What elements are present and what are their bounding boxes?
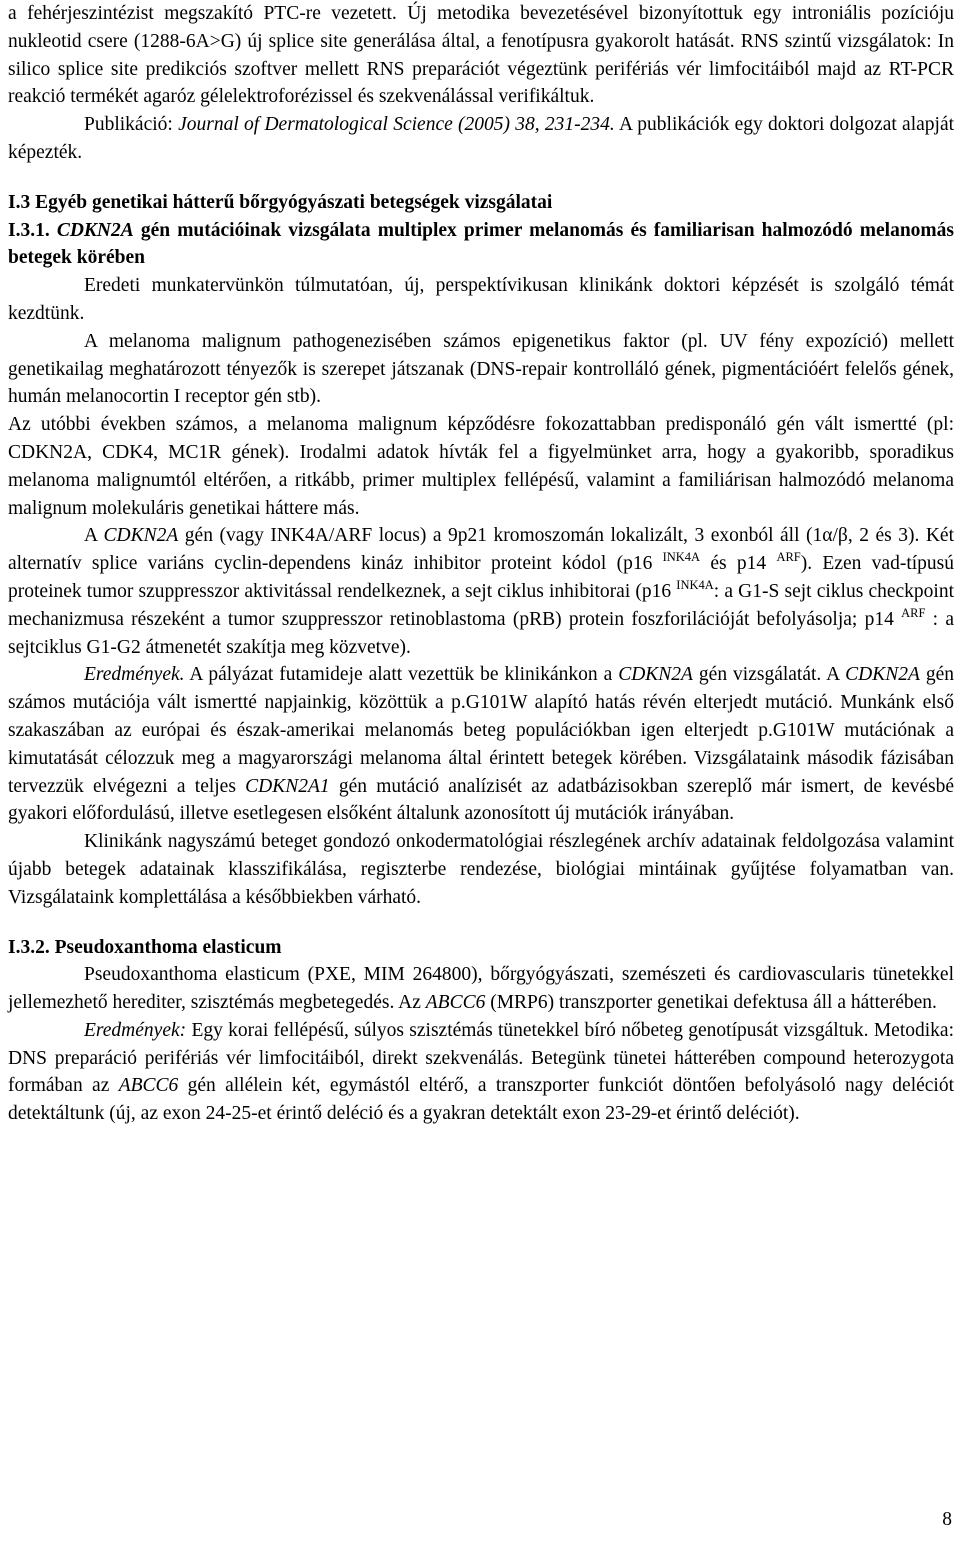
- p7-run-0: Eredmények.: [84, 664, 185, 686]
- h2-run-2: gén mutációinak vizsgálata multiplex primer melanomás és familiarisan halmozódó melanomás betegek körében: [8, 219, 954, 269]
- p8-run-0: Klinikánk nagyszámú beteget gondozó onkodermatológiai részlegének archív adatainak feldolgozása valamint újabb betegek adatainak klasszifikálása, regiszterbe rendezése, biológiai mintáinak gyűjtése folyamatban van. Vizsgálataink komplettálása a későbbiekben várható.: [8, 831, 954, 908]
- paragraph-results-pxe: [8, 1017, 954, 1128]
- page-number: 8: [942, 1509, 952, 1530]
- p6-run-1: CDKN2A: [103, 525, 179, 547]
- paragraph-results-cdkn2a: [8, 661, 954, 828]
- h3-run-0: I.3.2. Pseudoxanthoma elasticum: [8, 936, 282, 958]
- p6-run-4: és p14: [700, 553, 777, 575]
- p6-run-9: ARF: [901, 605, 926, 620]
- paragraph-cdkn2a-gene: [8, 522, 954, 661]
- paragraph-rns-methods: [8, 0, 954, 111]
- p7-run-7: gén mutáció analízisét az adatbázisokban szereplő már ismert, de kevésbé gyakori előfordulású, illetve esetlegesen elsőként általunk azonosított új mutációk irányában.: [8, 775, 955, 825]
- p2-run-0: Publikáció:: [84, 114, 179, 136]
- paragraph-melanoma-pathogenesis: [8, 328, 954, 411]
- p7-run-5: gén számos mutációja vált ismertté napjainkig, közöttük a p.G101W alapító hatás révén elterjedt mutáció. Munkánk első szakaszában az európai és észak-amerikai melanomás beteg populációkban igen elterjedt p.G101W mutációnak a kimutatását célozzuk meg a magyarországi melanoma által érintett betegek körében. Vizsgálataink második fázisában tervezzük elvégezni a teljes: [8, 664, 954, 797]
- p9-run-1: ABCC6: [425, 992, 486, 1014]
- p2-run-2: A publikációk egy doktori dolgozat alapját képezték.: [8, 114, 955, 163]
- paragraph-publication: [8, 111, 954, 167]
- p6-run-2: gén (vagy INK4A/ARF locus) a 9p21 kromoszomán lokalizált, 3 exonból áll (1α/β, 2 és 3). Két alternatív splice variáns cyclin-dependens kináz inhibitor proteint kódol (p16: [8, 525, 954, 575]
- paragraph-new-topic: [8, 272, 954, 328]
- p3-run-0: Eredeti munkatervünkön túlmutatóan, új, perspektívikusan klinikánk doktori képzését is szolgáló témát kezdtünk.: [8, 275, 954, 324]
- p7-run-1: A pályázat futamideje alatt vezettük be klinikánkon a: [184, 664, 619, 686]
- p5-run-0: Az utóbbi években számos, a melanoma malignum képződésre fokozattabban predisponáló gén vált ismertté (pl: CDKN2A, CDK4, MC1R gének). Irodalmi adatok hívták fel a figyelmünket arra, hogy a gyakoribb, sporadikus melanoma malignumtól eltérően, a ritkább, primer multiplex fellépésű, valamint a familiárisan halmozódó melanoma malignum molekuláris genetikai háttere más.: [8, 414, 954, 519]
- p6-run-3: INK4A: [662, 550, 701, 565]
- page-content: [8, 0, 954, 1128]
- p6-run-5: ARF: [776, 550, 801, 565]
- p7-run-2: CDKN2A: [618, 664, 693, 686]
- p6-run-8: : a G1-S sejt ciklus checkpoint mechanizmusa részeként a tumor szuppresszor retinoblastoma (pRB) protein foszforilációját befolyásolja; p14: [8, 580, 955, 630]
- subsection-heading-i31: [8, 217, 954, 273]
- p6-run-0: A: [84, 525, 104, 547]
- p10-run-2: ABCC6: [118, 1075, 179, 1097]
- p7-run-6: CDKN2A1: [245, 775, 330, 797]
- paragraph-predisposing-genes: [8, 411, 954, 522]
- p2-run-1: Journal of Dermatological Science (2005) 38, 231-234.: [178, 114, 615, 136]
- paragraph-clinic-archive: [8, 828, 954, 911]
- paragraph-pxe-intro: [8, 961, 954, 1017]
- p9-run-2: (MRP6) transzporter genetikai defektusa áll a hátterében.: [485, 992, 937, 1014]
- p10-run-0: Eredmények:: [84, 1019, 187, 1041]
- p7-run-3: gén vizsgálatát. A: [692, 664, 846, 686]
- p6-run-10: : a sejtciklus G1-G2 átmenetét szakítja meg közvetve).: [8, 608, 954, 658]
- p6-run-6: ). Ezen vad-típusú proteinek tumor szuppresszor aktivitással rendelkeznek, a sejt ciklus inhibitorai (p16: [8, 553, 954, 602]
- p7-run-4: CDKN2A: [845, 664, 920, 686]
- p9-run-0: Pseudoxanthoma elasticum (PXE, MIM 264800), bőrgyógyászati, szemészeti és cardiovascularis tünetekkel jellemezhető herediter, szisztémás megbetegedés. Az: [8, 964, 954, 1014]
- h2-run-1: CDKN2A: [56, 219, 134, 241]
- p1-run-0: a fehérjeszintézist megszakító PTC-re vezetett. Új metodika bevezetésével bizonyítottuk egy introniális pozícióju nukleotid csere (1288-6A>G) új splice site generálása által, a fenotípusra gyakorolt hatását. RNS szintű vizsgálatok: In silico splice site predikciós szoftver mellett RNS preparációt végeztünk perifériás vér limfocitáiból majd az RT-PCR reakció termékét agaróz gélelektroforézissel és szekvenálással verifikáltuk.: [8, 3, 954, 108]
- p4-run-0: A melanoma malignum pathogenezisében számos epigenetikus faktor (pl. UV fény expozíció) mellett genetikailag meghatározott tényezők is szerepet játszanak (DNS-repair kontrolláló gének, pigmentációért felelős gének, humán melanocortin I receptor gén stb).: [8, 330, 954, 408]
- p6-run-7: INK4A: [676, 577, 714, 592]
- section-heading-i3: [8, 189, 954, 217]
- p10-run-1: Egy korai fellépésű, súlyos szisztémás tünetekkel bíró nőbeteg genotípusát vizsgáltuk. Metodika: DNS preparáció perifériás vér limfocitáiból, direkt szekvenálás. Betegünk tünetei hátterében compound heterozygota formában az: [8, 1019, 954, 1097]
- p10-run-3: gén allélein két, egymástól eltérő, a transzporter funkciót döntően befolyásoló nagy deléciót detektáltunk (új, az exon 24-25-et érintő deléció és a gyakran detektált exon 23-29-et érintő deléciót).: [8, 1075, 955, 1125]
- h2-run-0: I.3.1.: [8, 219, 57, 241]
- h1-run-0: I.3 Egyéb genetikai hátterű bőrgyógyászati betegségek vizsgálatai: [8, 191, 553, 213]
- subsection-heading-i32: [8, 934, 954, 962]
